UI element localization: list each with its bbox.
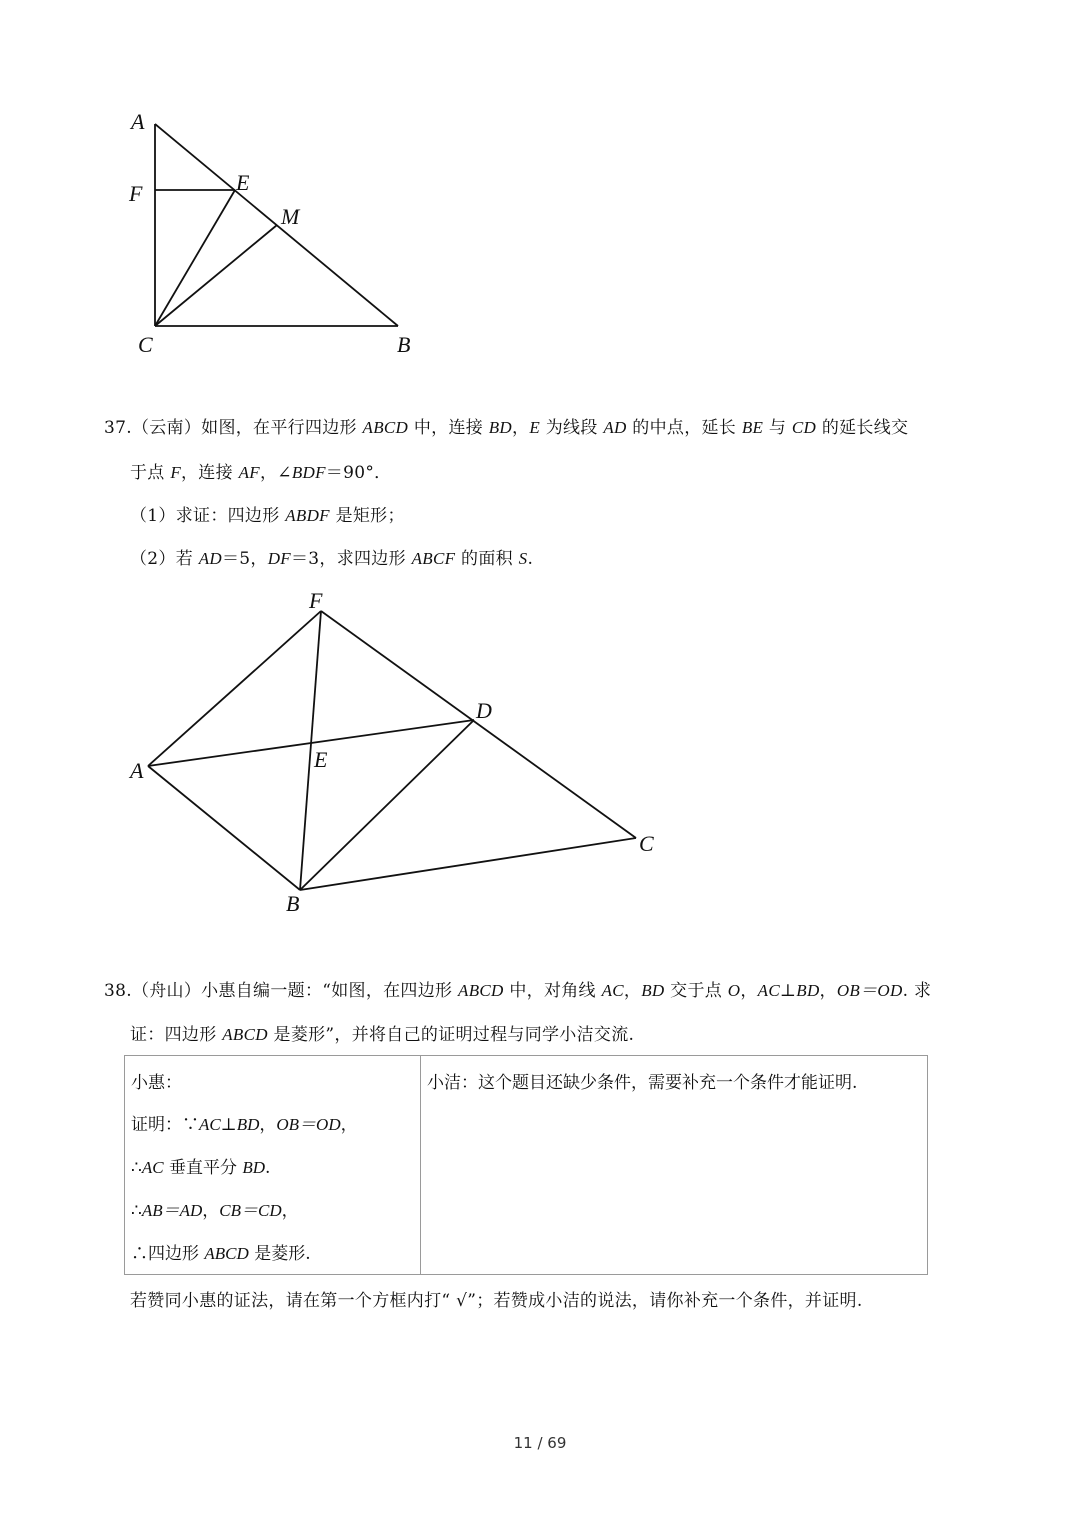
q38-number: 38. bbox=[104, 981, 132, 1001]
label-F: F bbox=[309, 588, 323, 613]
q37-number: 37. bbox=[104, 418, 132, 438]
xiaohui-proof-line-4: ∴四边形 ABCD 是菱形. bbox=[131, 1244, 311, 1264]
label-A: A bbox=[130, 758, 144, 783]
q37-line-1: 37.（云南）如图，在平行四边形 ABCD 中，连接 BD，E 为线段 AD 的中点，延长 BE 与 CD 的延长线交 bbox=[104, 418, 909, 438]
xiaohui-proof-line-1: 证明：∵AC⊥BD，OB＝OD， bbox=[131, 1115, 358, 1135]
label-B: B bbox=[286, 891, 300, 916]
q38-line-1: 38.（舟山）小惠自编一题：“如图，在四边形 ABCD 中，对角线 AC，BD 交于点 O，AC⊥BD，OB＝OD. 求 bbox=[104, 981, 932, 1001]
q37-source: （云南） bbox=[131, 418, 202, 438]
label-D: D bbox=[476, 698, 492, 723]
figure-triangle-acb bbox=[0, 0, 460, 380]
q38-line-2: 证：四边形 ABCD 是菱形”，并将自己的证明过程与同学小洁交流. bbox=[130, 1025, 635, 1045]
label-E: E bbox=[314, 747, 328, 772]
label-A: A bbox=[131, 109, 145, 134]
q38-footer: 若赞同小惠的证法，请在第一个方框内打“ √”；若赞成小洁的说法，请你补充一个条件，并证明. bbox=[130, 1291, 863, 1311]
label-B: B bbox=[397, 332, 411, 357]
xiaohui-name: 小惠： bbox=[131, 1073, 182, 1093]
xiaojie-statement: 小洁：这个题目还缺少条件，需要补充一个条件才能证明. bbox=[427, 1073, 858, 1093]
proof-comparison-table bbox=[124, 1055, 928, 1275]
label-E: E bbox=[236, 170, 250, 195]
xiaohui-proof-line-2: ∴AC 垂直平分 BD. bbox=[131, 1158, 271, 1178]
page-number: 11 / 69 bbox=[513, 1434, 567, 1452]
label-F: F bbox=[129, 181, 143, 206]
label-C: C bbox=[639, 831, 654, 856]
figure-parallelogram-abcd bbox=[0, 580, 700, 920]
label-M: M bbox=[281, 204, 300, 229]
label-C: C bbox=[138, 332, 153, 357]
xiaohui-proof-line-3: ∴AB＝AD，CB＝CD， bbox=[131, 1201, 299, 1221]
q37-part-2: （2）若 AD＝5，DF＝3，求四边形 ABCF 的面积 S. bbox=[130, 549, 534, 569]
q37-part-1: （1）求证：四边形 ABDF 是矩形； bbox=[130, 506, 405, 526]
table-divider bbox=[420, 1056, 421, 1274]
q37-line-2: 于点 F，连接 AF，∠BDF＝90°． bbox=[130, 463, 392, 483]
q38-source: （舟山） bbox=[131, 981, 202, 1001]
